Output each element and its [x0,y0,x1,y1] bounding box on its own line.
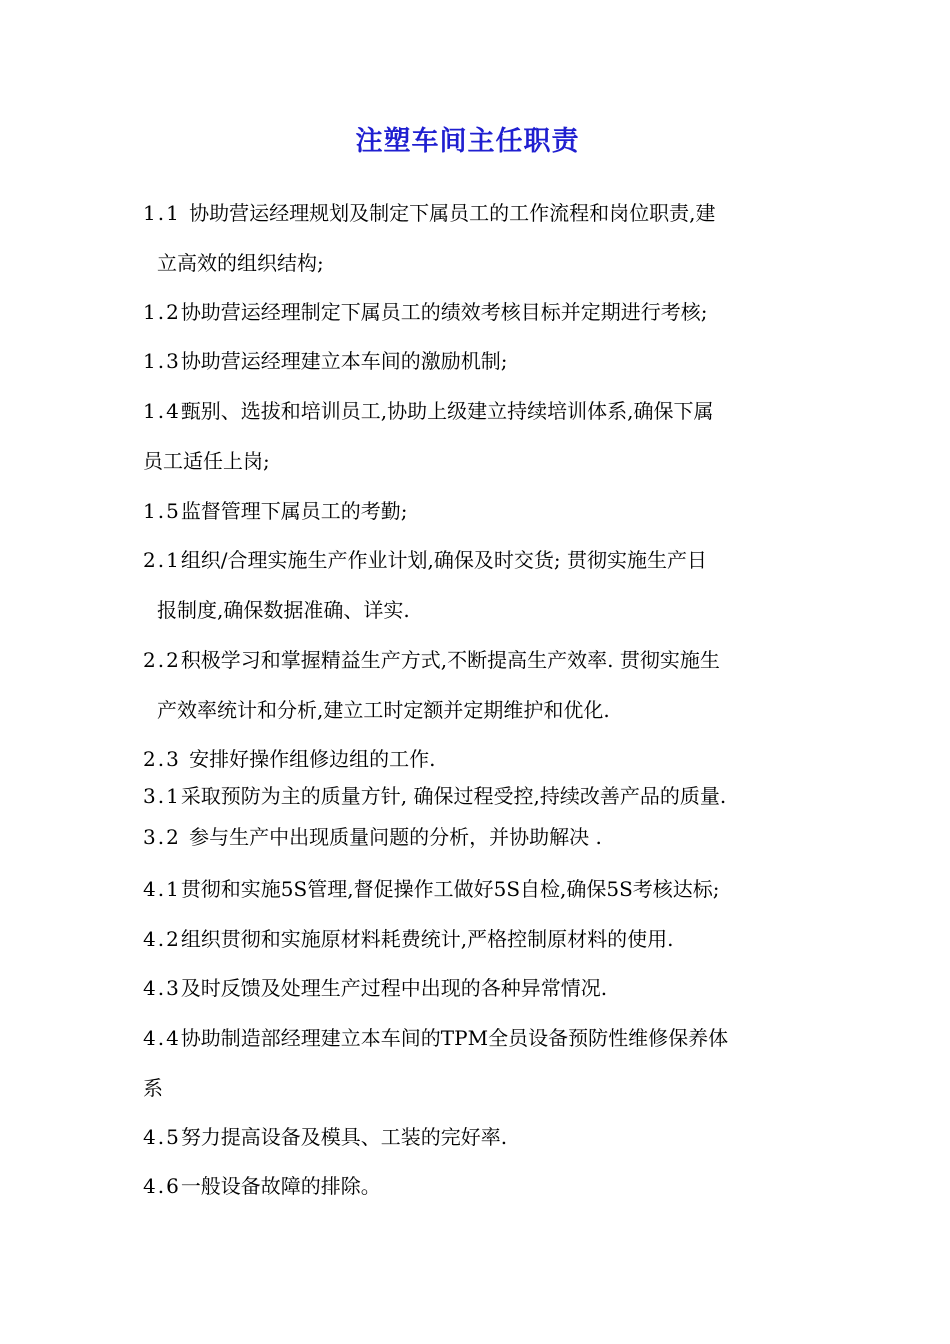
item-text-line: 积极学习和掌握精益生产方式,不断提高生产效率. 贯彻实施生 [180,648,720,672]
item-text-line: 员工适任上岗; [143,449,270,473]
item-number: 1.3 [143,349,181,373]
item-text-line: 组织/合理实施生产作业计划,确保及时交货; 贯彻实施生产日 [180,548,708,572]
duty-item-4-4 [143,1013,818,1113]
item-number: 4.5 [143,1125,181,1149]
duty-item-4-1 [143,864,818,914]
item-number: 4.1 [143,877,181,901]
item-text-line: 甄别、选拔和培训员工,协助上级建立持续培训体系,确保下属 [180,399,714,423]
item-text-line: 组织贯彻和实施原材料耗费统计,严格控制原材料的使用. [180,927,674,951]
item-text-line: 协助营运经理规划及制定下属员工的工作流程和岗位职责,建 [189,201,716,225]
item-text-line: 采取预防为主的质量方针, 确保过程受控,持续改善产品的质量. [180,784,727,808]
item-number: 1.1 [143,201,190,225]
item-number: 1.4 [143,399,181,423]
item-text-line: 协助营运经理制定下属员工的绩效考核目标并定期进行考核; [180,300,708,324]
item-number: 4.2 [143,927,181,951]
item-text-line: 监督管理下属员工的考勤; [180,499,408,523]
item-number: 2.3 [143,747,190,771]
item-text-line: 参与生产中出现质量问题的分析，并协助解决 . [189,825,602,849]
item-text-line: 努力提高设备及模具、工装的完好率. [180,1125,508,1149]
item-number: 1.5 [143,499,181,523]
duty-item-4-2 [143,914,818,964]
item-number: 4.3 [143,976,181,1000]
duty-item-3-1 [143,774,818,818]
duty-item-1-2 [143,287,818,337]
duty-item-1-1 [143,188,818,288]
duty-item-2-2 [143,635,818,735]
duty-item-1-4 [143,386,818,486]
item-text-line: 立高效的组织结构; [157,251,324,275]
item-number: 2.2 [143,648,181,672]
item-text-line: 贯彻和实施5S管理,督促操作工做好5S自检,确保5S考核达标; [180,877,720,901]
item-text-line: 产效率统计和分析,建立工时定额并定期维护和优化. [157,698,610,722]
item-number: 4.6 [143,1174,181,1198]
item-number: 2.1 [143,548,181,572]
duty-item-1-3 [143,336,818,386]
item-text-line: 及时反馈及处理生产过程中出现的各种异常情况. [180,976,608,1000]
document-title: 注塑车间主任职责 [355,126,580,157]
duty-item-1-5 [143,486,818,536]
item-number: 4.4 [143,1026,181,1050]
item-number: 3.2 [143,825,190,849]
item-text-line: 系 [143,1076,163,1100]
duty-item-4-6 [143,1161,818,1211]
item-text-line: 协助营运经理建立本车间的激励机制; [180,349,508,373]
item-number: 1.2 [143,300,181,324]
duty-item-2-1 [143,535,818,635]
item-number: 3.1 [143,784,181,808]
duty-item-4-5 [143,1112,818,1162]
duty-item-3-2 [143,815,818,859]
duty-item-4-3 [143,963,818,1013]
item-text-line: 一般设备故障的排除。 [180,1174,381,1198]
item-text-line: 报制度,确保数据准确、详实. [157,598,410,622]
item-text-line: 协助制造部经理建立本车间的TPM全员设备预防性维修保养体 [180,1026,729,1050]
item-text-line: 安排好操作组修边组的工作. [189,747,436,771]
